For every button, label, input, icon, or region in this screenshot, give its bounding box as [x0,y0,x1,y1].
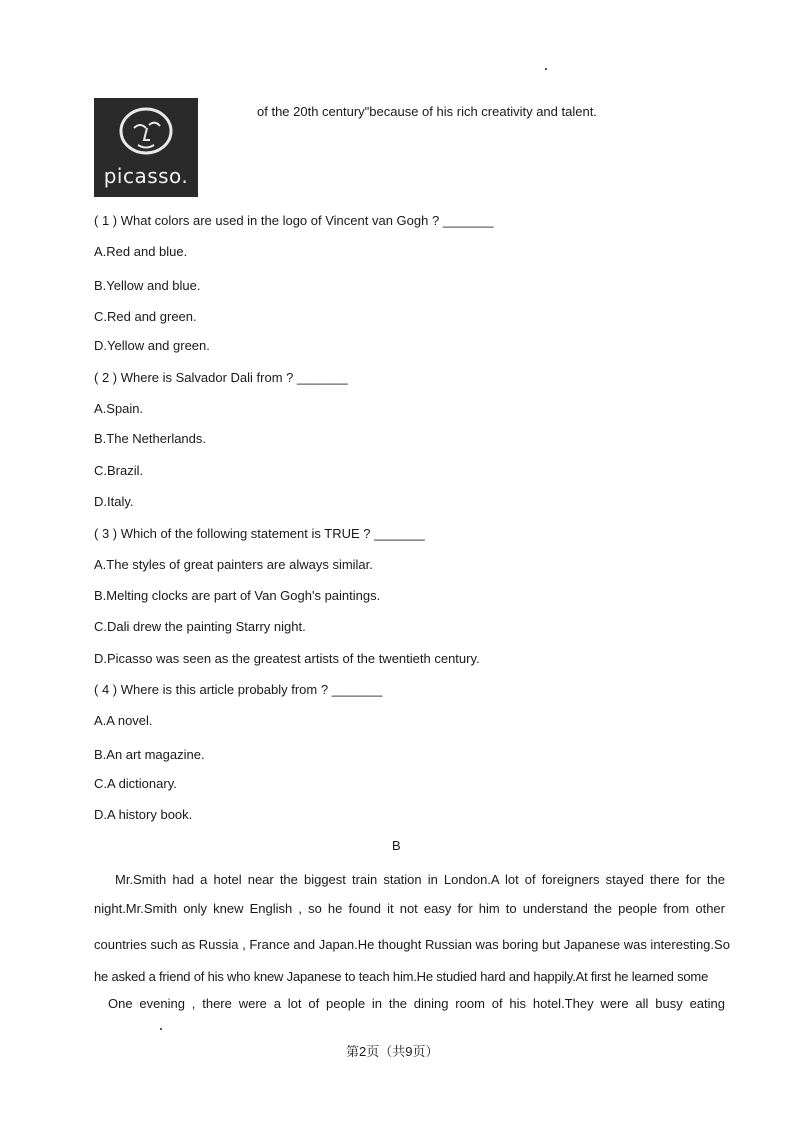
option: C.Dali drew the painting Starry night. [94,619,306,634]
option: C.Brazil. [94,463,144,478]
passage-line: night.Mr.Smith only knew English , so he found it not easy for him to understand the people from other [94,901,725,916]
question-1-stem [94,213,493,228]
answer-blank: _______ [374,526,425,541]
answer-blank: _______ [297,370,348,385]
question-3-stem [94,526,425,541]
passage-line: Mr.Smith had a hotel near the biggest train station in London.A lot of foreigners stayed there for the [115,872,725,887]
option: D.Picasso was seen as the greatest artists of the twentieth century. [94,651,480,666]
answer-blank: _______ [442,213,494,228]
option: A.A novel. [94,713,153,728]
picasso-logo-image [94,98,198,197]
option: B.An art magazine. [94,747,205,762]
section-label: B [392,838,401,853]
option: B.The Netherlands. [94,431,207,446]
question-stem: ( 3 ) Which of the following statement is TRUE ? [94,526,371,541]
option: D.A history book. [94,807,193,822]
option: C.A dictionary. [94,776,177,791]
option: B.Yellow and blue. [94,278,201,293]
question-2-stem [94,370,348,385]
passage-line: he asked a friend of his who knew Japanese to teach him.He studied hard and happily.At first he learned some [94,969,709,984]
page-footer: 第2页（共9页） [346,1044,439,1059]
passage-line: countries such as Russia , France and Japan.He thought Russian was boring but Japanese was interesting.So [94,937,730,952]
logo-wordmark: picasso. [103,164,189,188]
option: D.Italy. [94,494,134,509]
option: D.Yellow and green. [94,338,210,353]
option: A.Red and blue. [94,244,188,259]
answer-blank: _______ [331,682,383,697]
option: B.Melting clocks are part of Van Gogh's paintings. [94,588,381,603]
option: A.Spain. [94,401,144,416]
passage-line: One evening , there were a lot of people in the dining room of his hotel.They were all busy eating [108,996,725,1011]
question-stem: ( 1 ) What colors are used in the logo of Vincent van Gogh ? [94,213,440,228]
intro-tail-text: of the 20th century"because of his rich creativity and talent. [257,104,597,119]
scan-speck [545,68,547,70]
question-stem: ( 4 ) Where is this article probably from ? [94,682,329,697]
option: C.Red and green. [94,309,197,324]
question-4-stem [94,682,382,697]
question-stem: ( 2 ) Where is Salvador Dali from ? [94,370,294,385]
scan-speck [160,1028,162,1030]
option: A.The styles of great painters are always similar. [94,557,373,572]
